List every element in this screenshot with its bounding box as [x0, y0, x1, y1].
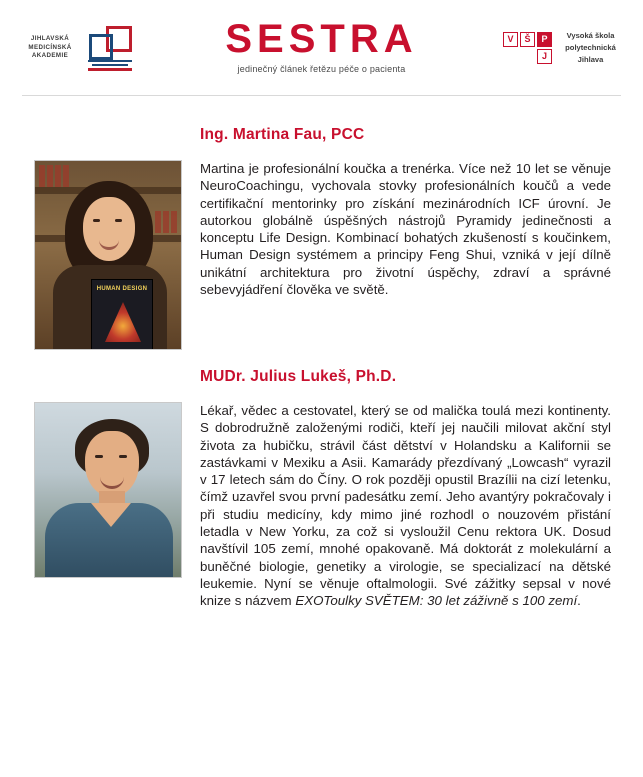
vspj-logo-text: [560, 30, 621, 66]
books-icon: [155, 211, 177, 233]
book-icon: [88, 60, 132, 72]
eye-shape: [95, 455, 103, 458]
bio-photo: [34, 160, 182, 350]
vspj-letters-row-bottom: [503, 49, 552, 64]
bio-entry: [28, 126, 615, 350]
bio-body: [28, 402, 615, 609]
academy-logo-line2: MEDICÍNSKÁ: [28, 43, 72, 51]
academy-logo-line1: JIHLAVSKÁ: [30, 34, 70, 42]
vspj-logo-mark-icon: [503, 32, 552, 64]
eye-shape: [115, 219, 122, 222]
bio-photo-column: [28, 402, 200, 578]
vspj-logo-line1: Vysoká škola: [566, 30, 615, 40]
article-body: [0, 96, 643, 609]
page-subtitle: jedinečný článek řetězu péče o pacienta: [237, 63, 406, 74]
bio-name: MUDr. Julius Lukeš, Ph.D.: [200, 368, 397, 385]
vspj-letter-j: J: [537, 49, 552, 64]
bio-body: [28, 160, 615, 350]
bio-paragraph-part1: Lékař, vědec a cestovatel, který se od malička toulá mezi kontinenty. S dobrodružně založenými rodiči, kteří jej naučili milovat akční styl života za hubičku, strávil část dětství v Holandsku a Kalifornii se zastávkami v Mexiku a Asii. Kamarády přezdívaný „Lowcash“ vyrazil v 17 letech sám do Číny. O rok později opustil Brazílii na cizí letenku, čímž uzavřel svou první padesátku zemí. Jeho avantýry pokračovaly i při studiu medicíny, kdy mimo jiné rozhodl o nouzovém přistání letadla v New Yorku, za což si vysloužil Cenu rektora UK. Dosud navštívil 105 zemí, mnohé opakovaně. Má doktorát z molekulární a buněčné biologie, genetiky a virologie, se specializací na dětské leukemie. Nyní se věnuje oftalmologii. Své zážitky sepsal v nové knize s názvem: [200, 403, 611, 609]
vspj-letter-p: P: [537, 32, 552, 47]
bio-paragraph: [200, 402, 611, 609]
vspj-letter-s: Š: [520, 32, 535, 47]
vspj-logo: [503, 30, 621, 66]
bio-name: Ing. Martina Fau, PCC: [200, 126, 365, 143]
vspj-logo-line2: polytechnická: [565, 42, 616, 52]
face-shape: [83, 197, 135, 261]
bio-photo: [34, 402, 182, 578]
bio-photo-column: [28, 160, 200, 350]
held-book-cover-art: [105, 302, 141, 342]
held-book: [91, 279, 153, 350]
vspj-logo-line3: Jihlava: [577, 55, 604, 65]
books-icon: [39, 165, 69, 187]
masthead: [140, 16, 503, 78]
bio-paragraph: Martina je profesionální koučka a trenérka. Více než 10 let se věnuje NeuroCoachingu, vychovala stovky profesionálních koučů a vede certifikační mentorinky pro získání mezinárodních ICF úrovní. Je autorkou globálně úspěšných nástrojů Pyramidy jedinečnosti a konceptu Life Design. Kombinací bohatých zkušeností s koučinkem, Human Design systémem a principy Feng Shui, vzniká v její dílně unikátní architektura pro životní úspěchy, zdraví a správné sebevyjádření člověka ve světě.: [200, 161, 611, 297]
academy-logo-mark-icon: [84, 22, 136, 74]
bio-text: [200, 160, 615, 298]
eye-shape: [119, 455, 127, 458]
eye-shape: [93, 219, 100, 222]
academy-logo: [22, 22, 140, 74]
vspj-letter-v: V: [503, 32, 518, 47]
bio-text: [200, 402, 615, 609]
page-header: [0, 0, 643, 96]
held-book-title: HUMAN DESIGN: [96, 286, 148, 292]
bio-paragraph-part2: .: [577, 593, 581, 609]
book-title-italic: EXOToulky SVĚTEM: 30 let záživně s 100 zemí: [295, 593, 578, 609]
vspj-letters-row-top: [503, 32, 552, 47]
bio-entry: [28, 368, 615, 609]
header-divider: [22, 95, 621, 96]
blue-square-icon: [89, 34, 113, 60]
page-title: SESTRA: [225, 16, 418, 61]
academy-logo-line3: AKADEMIE: [31, 52, 69, 60]
academy-logo-text: [22, 35, 78, 62]
